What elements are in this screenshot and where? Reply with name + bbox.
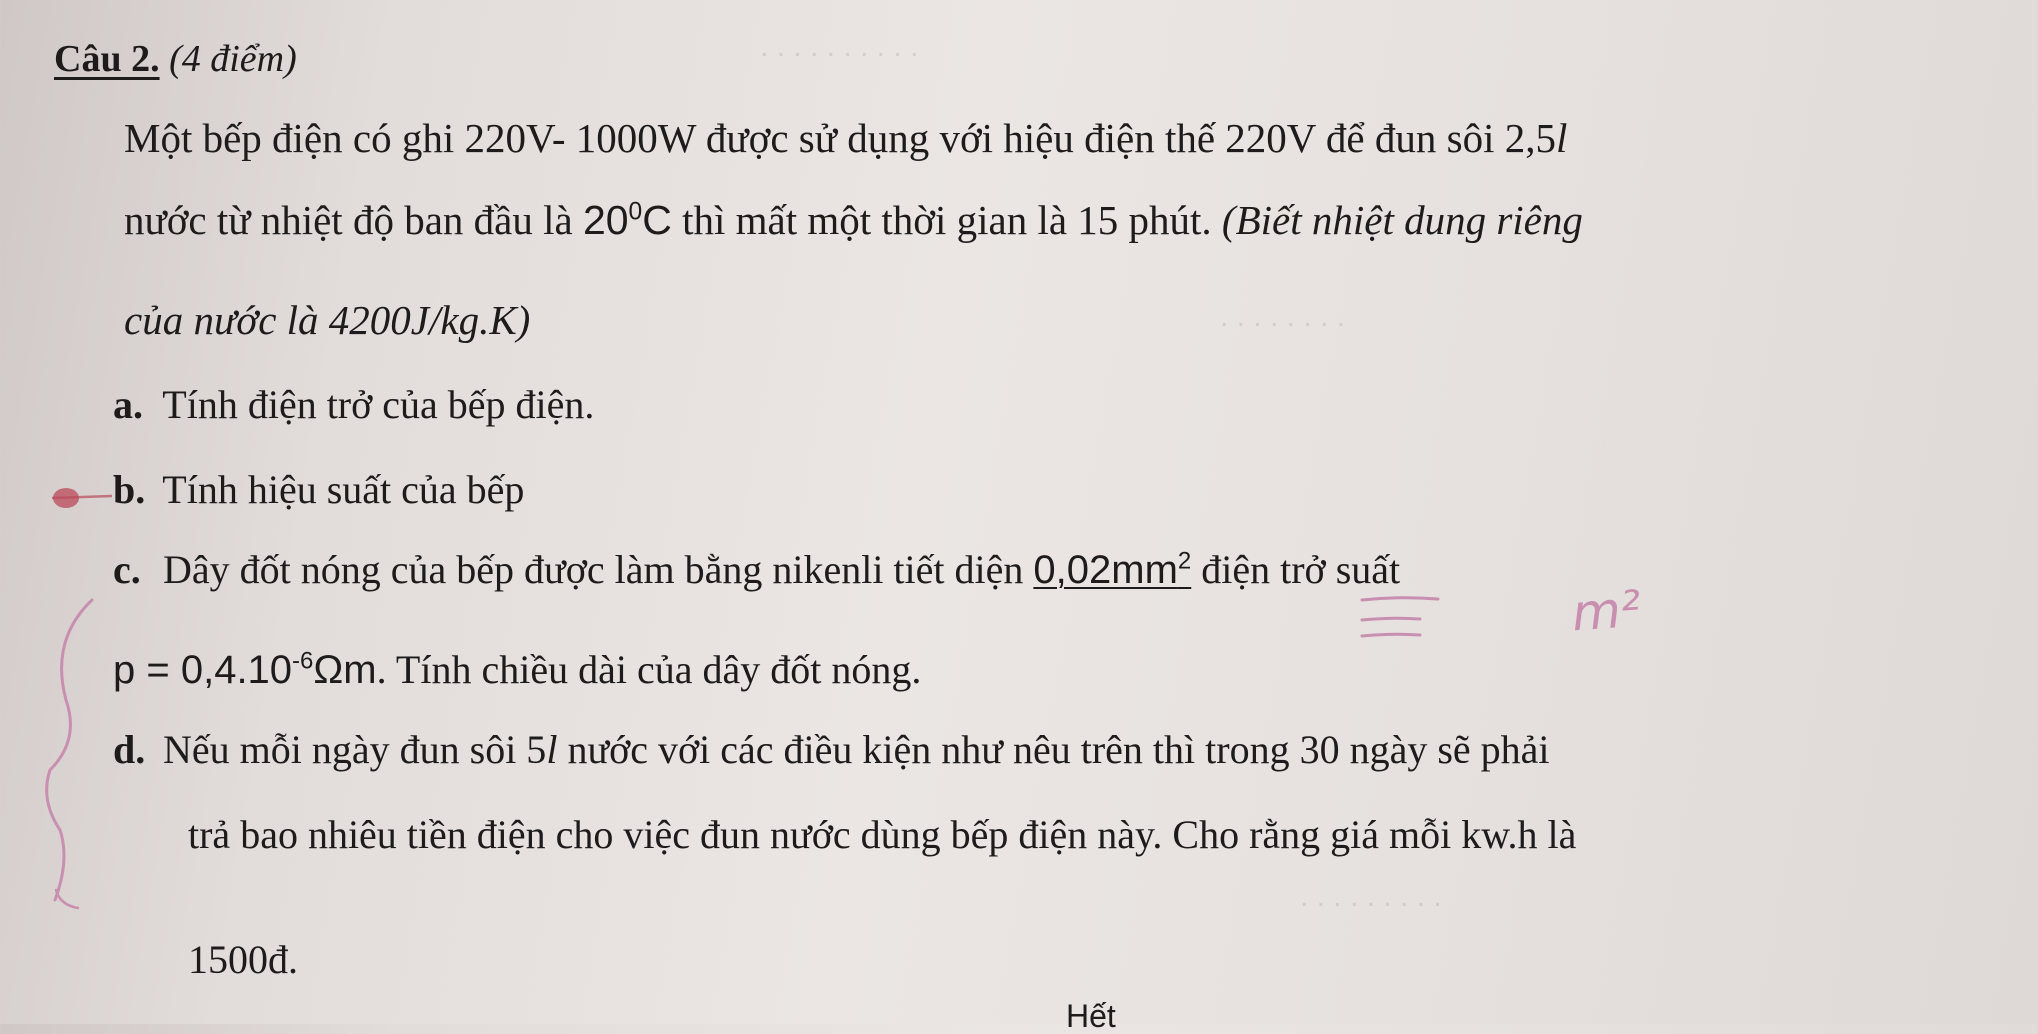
problem-line-2: nước từ nhiệt độ ban đầu là $20^0C$ thì mất một thời gian là 15 phút. (Biết nhiệt dung riêng — [124, 197, 1583, 243]
part-d-label: d. — [113, 727, 146, 772]
resistivity: $p = 0,4.10^{-6}\Omega m$ — [113, 647, 377, 692]
cross-section-area: $0,02mm^2$ — [1033, 547, 1192, 592]
question-points: (4 điểm) — [169, 38, 297, 80]
handwritten-note: m² — [1570, 579, 1643, 643]
part-d-line-3: 1500đ. — [188, 937, 298, 982]
part-c: c. Dây đốt nóng của bếp được làm bằng nikenli tiết diện $0,02mm^2$ điện trở suất — [113, 547, 1401, 592]
part-c-label: c. — [113, 547, 141, 592]
end-marker: Hết — [1066, 998, 1116, 1034]
underline-mark — [1362, 598, 1438, 600]
margin-curve — [47, 600, 92, 900]
initial-temperature: $20^0C$ — [582, 197, 672, 243]
part-c-line-2: $p = 0,4.10^{-6}\Omega m$. Tính chiều dài của dây đốt nóng. — [113, 647, 922, 692]
part-b-label: b. — [113, 467, 146, 512]
part-a-text: Tính điện trở của bếp điện. — [162, 382, 595, 427]
part-a-label: a. — [113, 382, 143, 427]
bleed-through-text: . . . . . . . . . — [1300, 880, 1442, 913]
underline-mark — [1362, 618, 1420, 620]
bleed-through-text: . . . . . . . . — [1220, 300, 1346, 333]
part-d-line-2: trả bao nhiêu tiền điện cho việc đun nước dùng bếp điện này. Cho rằng giá mỗi kw.h là — [188, 812, 1577, 857]
problem-line-3: của nước là 4200J/kg.K) — [124, 297, 531, 343]
question-number: Câu 2. — [54, 38, 160, 80]
underline-mark — [1362, 634, 1420, 636]
part-b-text: Tính hiệu suất của bếp — [162, 467, 525, 512]
part-d: d. Nếu mỗi ngày đun sôi 5l nước với các điều kiện như nêu trên thì trong 30 ngày sẽ phải — [113, 727, 1550, 772]
problem-line-1: Một bếp điện có ghi 220V- 1000W được sử dụng với hiệu điện thế 220V để đun sôi 2,5l — [124, 115, 1568, 161]
bleed-through-text: . . . . . . . . . . — [760, 30, 919, 63]
